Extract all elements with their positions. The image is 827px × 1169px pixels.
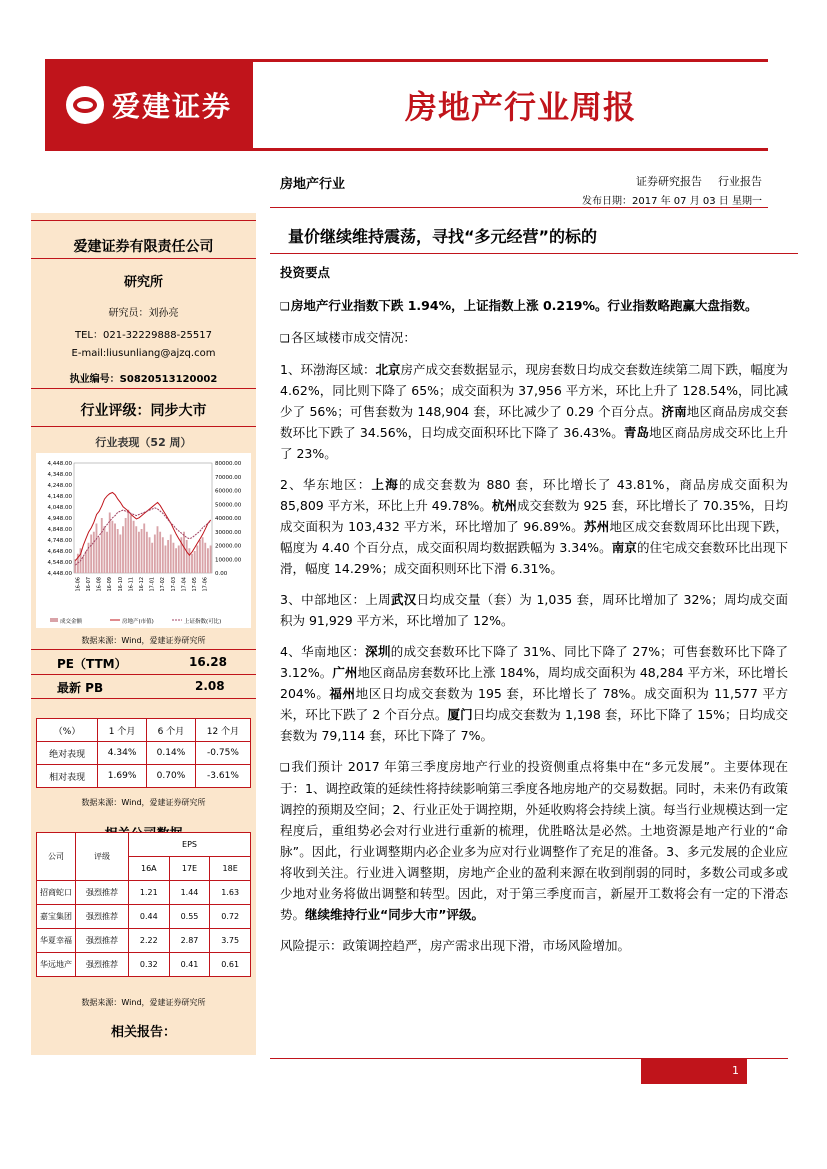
related-reports-title: 相关报告： <box>110 1025 176 1040</box>
right-tick-label: 40000.00 <box>215 516 242 522</box>
left-tick-label: 4,448.00 <box>47 571 72 577</box>
volume-bar <box>85 551 87 573</box>
right-tick-label: 80000.00 <box>215 461 242 467</box>
table-cell: 1.69% <box>98 765 147 788</box>
table-row <box>37 833 251 857</box>
table-cell: 1.44 <box>169 881 210 905</box>
table-cell: 1.21 <box>129 881 170 905</box>
volume-bar <box>103 526 105 573</box>
table-row <box>37 929 251 953</box>
volume-bar <box>119 535 121 574</box>
company-name: 爱建证券有限责任公司 <box>73 239 214 255</box>
sidebar-rule <box>31 258 256 259</box>
bullet-text: 各区域楼市成交情况： <box>290 330 416 345</box>
table-cell: -3.61% <box>195 765 250 788</box>
city-name: 广州 <box>332 665 358 680</box>
table-header: 16A <box>129 857 170 881</box>
researcher: 研究员：刘孙亮 <box>108 308 179 319</box>
volume-bar <box>170 535 172 574</box>
bullet-paragraph <box>280 327 788 349</box>
institute-name: 研究所 <box>123 275 163 290</box>
data-source: 数据来源：Wind，爱建证券研究所 <box>81 636 206 645</box>
sidebar-rule <box>31 698 256 699</box>
volume-bar <box>96 524 98 574</box>
table-cell: 4.34% <box>98 742 147 765</box>
volume-bar <box>101 518 103 573</box>
checkbox-bullet-icon: ❑ <box>280 761 290 774</box>
performance-table <box>36 718 251 788</box>
x-tick-label: 17-06 <box>202 577 209 592</box>
license-number: 执业编号：S0820513120002 <box>69 374 218 385</box>
headline-rule <box>270 253 798 254</box>
left-tick-label: 4,748.00 <box>47 538 72 544</box>
table-header: EPS <box>129 833 251 857</box>
volume-bar <box>149 537 151 573</box>
text-span: 地区商品房套数环比上涨 184%，周均成交面积为 48,284 平方米，环比增长 204%。 <box>280 665 788 701</box>
report-type-label: 证券研究报告 <box>636 175 702 188</box>
x-tick-label: 16-08 <box>96 577 103 592</box>
main-body <box>280 262 788 966</box>
paragraph-outlook <box>280 756 788 925</box>
volume-bar <box>98 537 100 573</box>
volume-bar <box>157 526 159 573</box>
text-span: 3、中部地区：上周 <box>280 592 391 607</box>
volume-bar <box>114 524 116 574</box>
text-span: 4、华南地区： <box>280 644 366 659</box>
volume-bar <box>82 557 84 574</box>
volume-bar <box>188 548 190 573</box>
pe-label: PE（TTM） <box>57 657 127 671</box>
table-cell: 强烈推荐 <box>76 953 129 977</box>
pe-value: 16.28 <box>189 655 227 669</box>
table-cell: 2.87 <box>169 929 210 953</box>
volume-bar <box>175 548 177 573</box>
bullet-paragraph <box>280 295 788 317</box>
table-cell: -0.75% <box>195 742 250 765</box>
table-row <box>37 881 251 905</box>
volume-bar <box>204 543 206 573</box>
x-tick-label: 17-01 <box>149 577 156 592</box>
table-header: 6 个月 <box>147 719 196 742</box>
left-tick-label: 4,048.00 <box>47 505 72 511</box>
text-span: 地区日均成交套数为 195 套，环比增长了 78%。成交面积为 11,577 平方米，环比下跌了 2 个百分点。 <box>280 686 788 722</box>
volume-bar <box>93 532 95 573</box>
table-header: 18E <box>210 857 251 881</box>
page-number: 1 <box>641 1058 747 1084</box>
table-cell: 相对表现 <box>37 765 98 788</box>
table-row <box>37 719 251 742</box>
pb-value: 2.08 <box>195 679 225 693</box>
volume-bar <box>194 551 196 573</box>
sidebar-rule <box>31 674 256 675</box>
volume-bar <box>138 532 140 573</box>
city-name: 济南 <box>661 404 687 419</box>
x-tick-label: 16-07 <box>85 577 92 592</box>
left-tick-label: 4,148.00 <box>47 494 72 500</box>
legend-label: 上证指数(可比) <box>184 619 222 625</box>
city-name: 深圳 <box>365 644 391 659</box>
report-title: 房地产行业周报 <box>405 88 637 126</box>
volume-bar <box>191 554 193 573</box>
x-tick-label: 16-06 <box>75 577 82 592</box>
rating-conclusion: 继续维持行业“同步大市”评级。 <box>305 907 484 922</box>
x-tick-label: 17-04 <box>181 577 188 592</box>
volume-bar <box>117 529 119 573</box>
table-cell: 嘉宝集团 <box>37 905 76 929</box>
table-cell: 0.14% <box>147 742 196 765</box>
city-name: 福州 <box>329 686 356 701</box>
text-span: 地区成交套数周环比出现下跌，幅度为 4.40 个百分点，成交面积周均数据跌幅为 3.34%。 <box>280 519 788 555</box>
paragraph-south <box>280 641 788 746</box>
volume-bar <box>167 540 169 573</box>
performance-chart <box>36 453 251 628</box>
pb-label: 最新 PB <box>57 681 104 695</box>
city-name: 杭州 <box>491 498 517 513</box>
table-row <box>37 953 251 977</box>
text-span: 1、环渤海区域： <box>280 362 376 377</box>
volume-bar <box>151 543 153 573</box>
table-cell: 0.55 <box>169 905 210 929</box>
sidebar <box>31 213 256 1055</box>
checkbox-bullet-icon: ❑ <box>280 332 290 345</box>
volume-bar <box>127 510 129 573</box>
table-cell: 3.75 <box>210 929 251 953</box>
volume-bar <box>183 532 185 573</box>
left-tick-label: 4,948.00 <box>47 516 72 522</box>
checkbox-bullet-icon: ❑ <box>280 300 290 313</box>
volume-bar <box>122 526 124 573</box>
volume-bar <box>111 521 113 573</box>
table-row <box>37 765 251 788</box>
logo-mark-icon <box>66 86 104 124</box>
performance-chart-svg <box>36 453 251 628</box>
text-span: 的成交套数环比下降了 31%、同比下降了 27%；可售套数环比下降了 3.12%。 <box>280 644 788 680</box>
city-name: 南京 <box>611 540 637 555</box>
legend-label: 成交金额 <box>60 619 83 625</box>
table-header: 17E <box>169 857 210 881</box>
right-tick-label: 0.00 <box>215 571 228 577</box>
table-cell: 0.72 <box>210 905 251 929</box>
table-header: （%） <box>37 719 98 742</box>
right-tick-label: 60000.00 <box>215 488 242 495</box>
headline: 量价继续维持震荡，寻找“多元经营”的标的 <box>288 227 598 246</box>
email: E-mail:liusunliang@ajzq.com <box>71 348 216 359</box>
sidebar-rule <box>31 649 256 650</box>
volume-bar <box>172 543 174 573</box>
x-tick-label: 16-09 <box>107 577 114 592</box>
volume-bar <box>178 546 180 574</box>
city-name: 上海 <box>371 477 399 492</box>
logo-text: 爱建证券 <box>111 90 232 123</box>
volume-bar <box>106 532 108 573</box>
table-row <box>37 742 251 765</box>
table-cell: 0.32 <box>129 953 170 977</box>
city-name: 武汉 <box>390 592 417 607</box>
table-cell: 2.22 <box>129 929 170 953</box>
volume-bar <box>207 548 209 573</box>
industry-rating: 行业评级：同步大市 <box>80 403 207 419</box>
text-span: 日均成交量（套）为 1,035 套，周环比增加了 32%；周均成交面积为 91,929 平方米，环比增加了 12%。 <box>280 592 788 628</box>
sidebar-rule <box>31 426 256 427</box>
volume-bar <box>199 540 201 573</box>
left-tick-label: 4,348.00 <box>47 472 72 478</box>
volume-bar <box>154 535 156 574</box>
logo <box>45 59 253 151</box>
x-tick-label: 16-12 <box>139 577 145 592</box>
table-cell: 强烈推荐 <box>76 929 129 953</box>
right-tick-label: 10000.00 <box>215 557 242 564</box>
volume-bar <box>143 524 145 574</box>
sidebar-rule <box>31 388 256 389</box>
left-tick-label: 4,248.00 <box>47 483 72 489</box>
volume-bar <box>130 515 132 573</box>
volume-bar <box>141 529 143 573</box>
city-name: 青岛 <box>623 425 650 440</box>
volume-bar <box>196 546 198 574</box>
volume-bar <box>210 546 212 574</box>
x-tick-label: 17-02 <box>160 577 167 592</box>
table-cell: 强烈推荐 <box>76 881 129 905</box>
volume-bar <box>159 532 161 573</box>
city-name: 苏州 <box>583 519 610 534</box>
table-cell: 0.61 <box>210 953 251 977</box>
text-span: 日均成交套数为 1,198 套，环比下降了 15%；日均成交套数为 79,114 套，环比下降了 7%。 <box>280 707 788 743</box>
legend-label: 房地产(市值) <box>122 619 154 625</box>
text-span: 的成交套数为 880 套，环比增长了 43.81%，商品房成交面积为 85,809 平方米，环比上升 49.78%。 <box>280 477 788 513</box>
left-tick-label: 4,648.00 <box>47 549 72 555</box>
city-name: 北京 <box>375 362 401 377</box>
data-source: 数据来源：Wind，爱建证券研究所 <box>81 798 206 807</box>
bullet-text: 房地产行业指数下跌 1.94%，上证指数上涨 0.219%。行业指数略跑赢大盘指数。 <box>290 298 758 313</box>
volume-bar <box>186 540 188 573</box>
right-tick-label: 30000.00 <box>215 529 242 536</box>
legend-swatch-volume <box>50 618 58 622</box>
paragraph-central <box>280 589 788 631</box>
volume-bar <box>202 537 204 573</box>
date-rule <box>270 207 768 208</box>
text-span: 房产成交套数据显示，现房套数日均成交套数连续第二周下跌，幅度为 4.62%，同比则下降了 65%；成交面积为 37,956 平方米，环比上升了 128.54%，同比减少了 56%；可售套数为 148,904 套，环比减少了 0.29 个百分点。 <box>280 362 788 419</box>
table-header: 评级 <box>76 833 129 881</box>
risk-warning: 风险提示：政策调控趋严，房产需求出现下滑，市场风险增加。 <box>280 938 631 953</box>
x-tick-label: 16-11 <box>128 577 135 592</box>
data-source: 数据来源：Wind，爱建证券研究所 <box>81 998 206 1007</box>
text-span: 地区商品房成交环比上升了 23%。 <box>280 425 788 461</box>
table-header: 12 个月 <box>195 719 250 742</box>
right-tick-label: 70000.00 <box>215 474 242 481</box>
city-name: 厦门 <box>447 707 473 722</box>
sidebar-rule <box>31 220 256 221</box>
x-tick-label: 17-03 <box>170 577 177 592</box>
table-cell: 华夏幸福 <box>37 929 76 953</box>
telephone: TEL：021-32229888-25517 <box>74 330 212 341</box>
header-top-rule <box>253 59 768 62</box>
right-tick-label: 50000.00 <box>215 502 242 509</box>
text-span: 的住宅成交套数环比出现下滑，幅度 14.29%；成交面积则环比下滑 6.31%。 <box>280 540 788 576</box>
table-cell: 1.63 <box>210 881 251 905</box>
text-span: 成交套数为 925 套，环比增长了 70.35%，日均成交面积为 103,432 平方米，环比增加了 96.89%。 <box>280 498 788 534</box>
left-tick-label: 4,448.00 <box>47 461 72 467</box>
publish-date: 发布日期：2017 年 07 月 03 日 星期一 <box>582 196 762 207</box>
volume-bar <box>90 535 92 574</box>
text-span: 我们预计 2017 年第三季度房地产行业的投资侧重点将集中在“多元发展”。主要体现在于：1、调控政策的延续性将持续影响第三季度各地房地产的交易数据。同时，未来仍有政策调控的预期及空间；2、行业正处于调控期，外延收购将会持续上演。每当行业规模达到一定程度后，重组势必会对行业进行重新的梳理，优胜略汰是必然。土地资源是地产行业的“命脉”。因此，行业调整期内必企业多为应对行业调整作了充足的准备。3、多元发展的企业应将收到关注。行业进入调整期，房地产企业的盈利来源在收到削弱的同时，多数公司或多或少地对业务将做出调整和转型。因此，对于第三季度而言，新屋开工数将会有一定的下滑态势。 <box>280 759 788 922</box>
volume-bar <box>133 521 135 573</box>
table-cell: 招商蛇口 <box>37 881 76 905</box>
table-cell: 强烈推荐 <box>76 905 129 929</box>
left-tick-label: 4,848.00 <box>47 527 72 533</box>
x-tick-label: 16-10 <box>117 577 124 592</box>
paragraph-east <box>280 474 788 579</box>
table-row <box>37 905 251 929</box>
table-cell: 绝对表现 <box>37 742 98 765</box>
industry-label: 房地产行业 <box>280 177 346 192</box>
x-tick-label: 17-05 <box>192 577 199 592</box>
volume-bar <box>125 518 127 573</box>
table-header: 1 个月 <box>98 719 147 742</box>
table-cell: 0.44 <box>129 905 170 929</box>
right-tick-label: 20000.00 <box>215 543 242 550</box>
volume-bar <box>165 546 167 574</box>
text-span: 地区商品房成交套数环比下跌了 34.56%，日均成交面积环比下降了 36.43%。 <box>280 404 788 440</box>
volume-bar <box>74 559 76 573</box>
eps-table <box>36 832 251 977</box>
text-span: 2、华东地区： <box>280 477 372 492</box>
table-cell: 0.70% <box>147 765 196 788</box>
volume-bar <box>146 532 148 573</box>
table-header: 公司 <box>37 833 76 881</box>
volume-bar <box>135 526 137 573</box>
performance-title: 行业表现（52 周） <box>95 436 192 449</box>
key-points-heading: 投资要点 <box>280 265 331 280</box>
left-tick-label: 4,548.00 <box>47 560 72 566</box>
volume-bar <box>162 537 164 573</box>
table-cell: 华远地产 <box>37 953 76 977</box>
header-bottom-rule <box>253 148 768 151</box>
paragraph-bohai <box>280 359 788 464</box>
table-cell: 0.41 <box>169 953 210 977</box>
report-kind-label: 行业报告 <box>718 175 762 188</box>
